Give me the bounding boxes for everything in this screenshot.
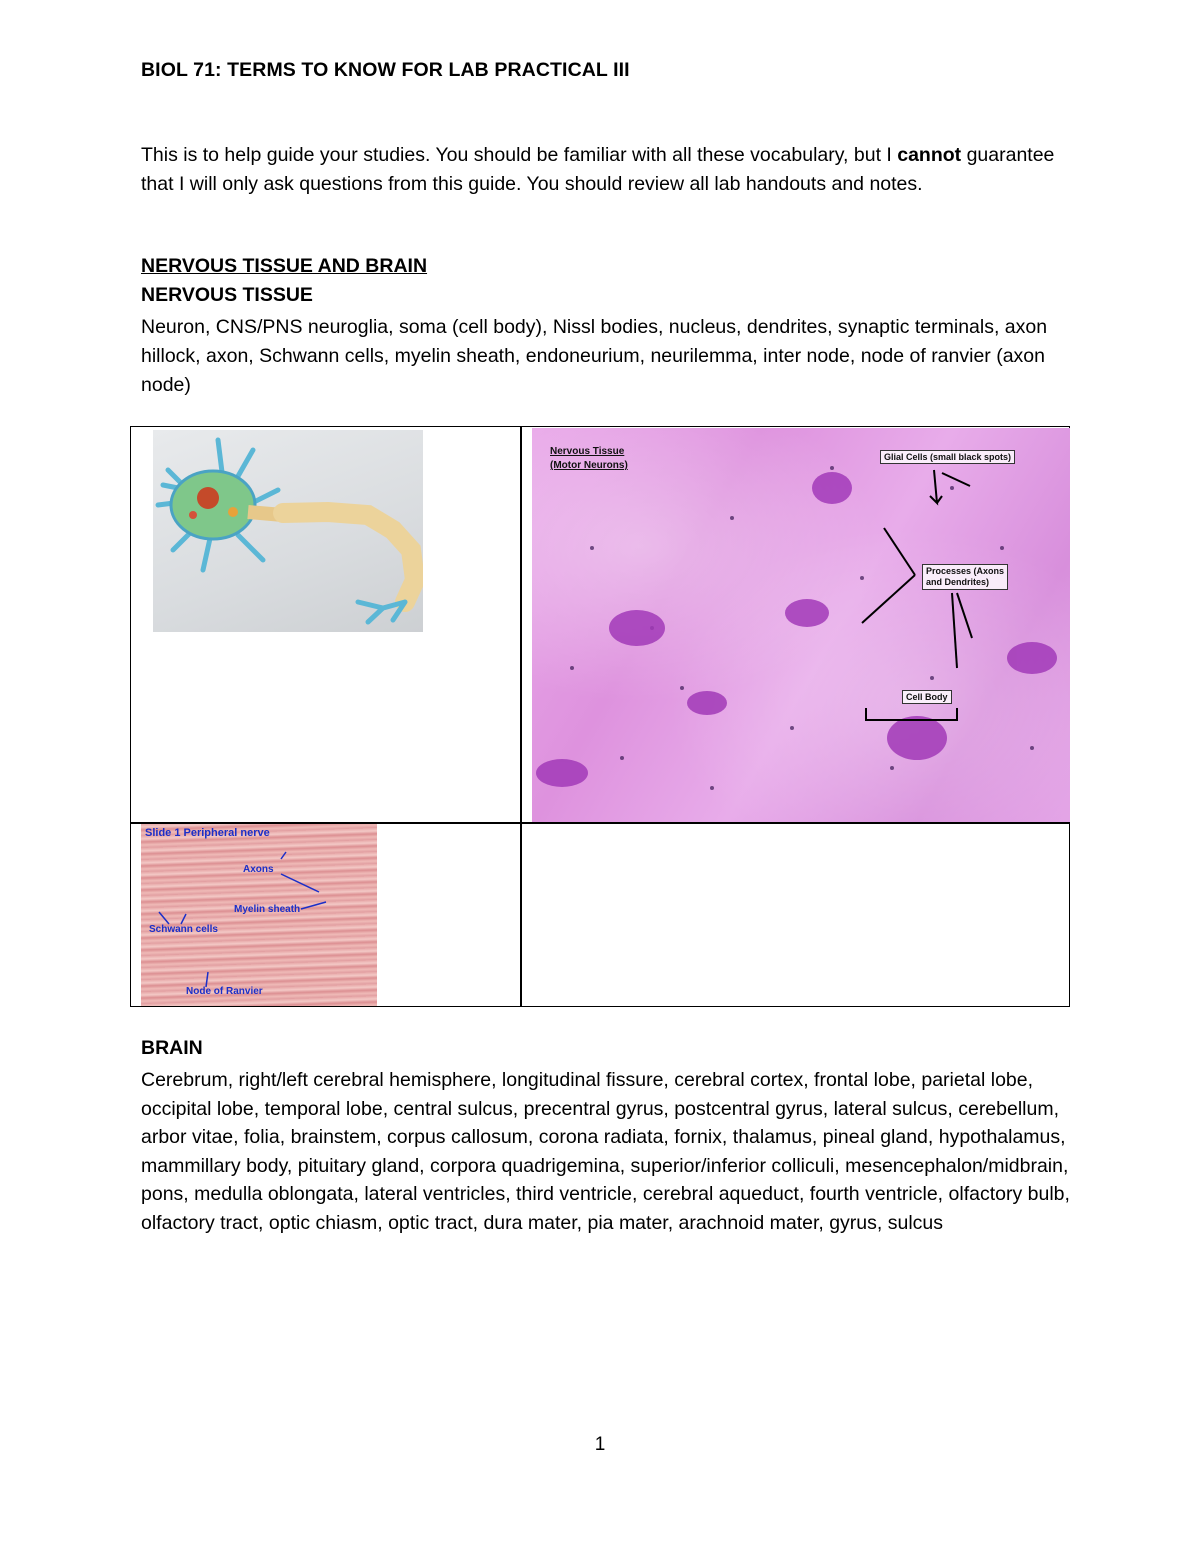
tissue-title-line1: Nervous Tissue (550, 446, 625, 457)
processes-label-line2: and Dendrites) (926, 577, 990, 587)
document-title: BIOL 71: TERMS TO KNOW FOR LAB PRACTICAL III (141, 59, 630, 81)
intro-text-1: This is to help guide your studies. You should be familiar with all these vocabulary, but I (141, 144, 898, 166)
schwann-cells-label: Schwann cells (149, 924, 218, 935)
nervous-tissue-terms: Neuron, CNS/PNS neuroglia, soma (cell body), Nissl bodies, nucleus, dendrites, synaptic terminals, axon hillock, axon, Schwann cells, myelin sheath, endoneurium, neurilemma, inter node, node of ranvier (axon node) (141, 316, 1048, 396)
peripheral-nerve-slide (141, 824, 377, 1006)
glial-cells-label: Glial Cells (small black spots) (880, 450, 1015, 464)
axons-label: Axons (243, 864, 274, 875)
micrograph-overlay (532, 428, 1070, 822)
brain-terms: Cerebrum, right/left cerebral hemisphere, longitudinal fissure, cerebral cortex, frontal lobe, parietal lobe, occipital lobe, temporal lobe, central sulcus, precentral gyrus, postcentral gyrus, lateral sulcus, cerebellum, arbor vitae, folia, brainstem, corpus callosum, corona radiata, fornix, thalamus, pineal gland, hypothalamus, mammillary body, pituitary gland, corpora quadrigemina, superior/inferior colliculi, mesencephalon/midbrain, pons, medulla oblongata, lateral ventricles, third ventricle, cerebral aqueduct, fourth ventricle, olfactory bulb, olfactory tract, optic chiasm, optic tract, dura mater, pia mater, arachnoid mater, gyrus, sulcus (141, 1069, 1070, 1234)
processes-label-line1: Processes (Axons (926, 566, 1005, 576)
neuron-model-illustration (153, 430, 423, 632)
intro-emphasis: cannot (897, 144, 962, 166)
tissue-title-line2: (Motor Neurons) (550, 460, 628, 471)
nerve-slide-title: Slide 1 Peripheral nerve (145, 827, 270, 839)
nerve-arrows (141, 824, 377, 1006)
figure-table-divider-vertical (520, 426, 522, 1007)
intro-paragraph (141, 141, 1071, 199)
neuron-model-image (153, 430, 423, 632)
nervous-tissue-micrograph (532, 428, 1070, 822)
page-number: 1 (594, 1434, 606, 1455)
processes-label (922, 564, 1008, 590)
myelin-sheath-label: Myelin sheath (234, 904, 301, 915)
node-of-ranvier-label: Node of Ranvier (186, 986, 263, 997)
subheading-brain: BRAIN (141, 1037, 203, 1059)
cell-body-label: Cell Body (902, 690, 952, 704)
section-heading-nervous-brain: NERVOUS TISSUE AND BRAIN (141, 255, 428, 277)
subheading-nervous-tissue: NERVOUS TISSUE (141, 284, 313, 306)
intro-text-2: guarantee that I will only ask questions from this guide. You should review all lab handouts and notes. (141, 144, 1055, 195)
